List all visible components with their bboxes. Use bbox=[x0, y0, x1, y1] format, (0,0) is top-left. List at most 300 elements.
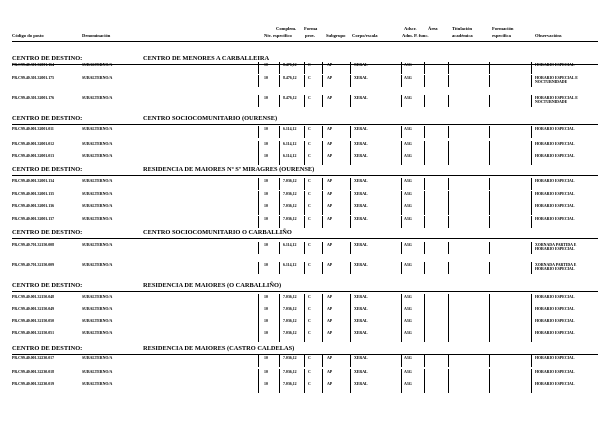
cell-subgrupo: AP bbox=[327, 192, 333, 196]
table-row bbox=[0, 178, 615, 190]
cell-forma: C bbox=[308, 154, 311, 158]
table-row bbox=[0, 318, 615, 330]
cell-forma: C bbox=[308, 76, 311, 80]
cell-observacions: HORARIO ESPECIAL bbox=[535, 319, 575, 323]
cell-adscricion: A3G bbox=[404, 192, 412, 196]
cell-observacions: HORARIO ESPECIAL bbox=[535, 382, 575, 386]
cell-complemento: 7.036,12 bbox=[283, 356, 297, 360]
cell-observacions: HORARIO ESPECIAL bbox=[535, 179, 575, 183]
cell-complemento: 6.114,12 bbox=[283, 127, 297, 131]
column-separator bbox=[322, 330, 323, 342]
table-row bbox=[0, 75, 615, 87]
header-divider bbox=[12, 41, 598, 42]
cell-nivel: 10 bbox=[264, 96, 268, 100]
cell-adscricion: A3G bbox=[404, 356, 412, 360]
column-separator bbox=[489, 318, 490, 330]
cell-complemento: 8.476,12 bbox=[283, 63, 297, 67]
cell-complemento: 7.036,12 bbox=[283, 179, 297, 183]
table-row bbox=[0, 95, 615, 107]
cell-denominacion: SUBALTERNO/A bbox=[82, 217, 113, 221]
table-row bbox=[0, 141, 615, 153]
column-separator bbox=[350, 126, 351, 138]
column-separator bbox=[258, 95, 259, 107]
cell-adscricion: A3G bbox=[404, 307, 412, 311]
cell-subgrupo: AP bbox=[327, 96, 333, 100]
column-separator bbox=[304, 216, 305, 228]
cell-codigo: PR.C99.40.001.32001.137 bbox=[12, 217, 55, 221]
column-separator bbox=[531, 318, 532, 330]
cell-observacions: HORARIO ESPECIAL bbox=[535, 204, 575, 208]
cell-observacions: HORARIO ESPECIAL bbox=[535, 127, 575, 131]
cell-corpo: XERAL bbox=[354, 63, 368, 67]
cell-subgrupo: AP bbox=[327, 217, 333, 221]
column-separator bbox=[322, 369, 323, 381]
header-formacion: Formación bbox=[492, 26, 514, 31]
cell-corpo: XERAL bbox=[354, 192, 368, 196]
column-separator bbox=[322, 126, 323, 138]
header-corpo: Corpo/escala bbox=[352, 33, 378, 38]
column-separator bbox=[279, 191, 280, 203]
column-separator bbox=[424, 95, 425, 107]
column-separator bbox=[350, 381, 351, 393]
column-separator bbox=[489, 178, 490, 190]
column-separator bbox=[448, 262, 449, 274]
cell-observacions: HORARIO ESPECIAL bbox=[535, 295, 575, 299]
cell-codigo: PR.C99.40.301.32001.175 bbox=[12, 76, 55, 80]
cell-nivel: 10 bbox=[264, 204, 268, 208]
cell-complemento: 6.114,12 bbox=[283, 263, 297, 267]
column-separator bbox=[350, 330, 351, 342]
column-separator bbox=[489, 95, 490, 107]
column-separator bbox=[304, 178, 305, 190]
column-separator bbox=[350, 75, 351, 87]
column-separator bbox=[424, 141, 425, 153]
column-separator bbox=[322, 318, 323, 330]
column-separator bbox=[258, 306, 259, 318]
column-separator bbox=[448, 126, 449, 138]
cell-denominacion: SUBALTERNO/A bbox=[82, 243, 113, 247]
section-divider bbox=[12, 175, 598, 176]
header-codigo: Código do posto bbox=[12, 33, 44, 38]
column-separator bbox=[489, 381, 490, 393]
column-separator bbox=[448, 330, 449, 342]
cell-adscricion: A3G bbox=[404, 76, 412, 80]
cell-complemento: 7.036,12 bbox=[283, 295, 297, 299]
cell-codigo: PR.C99.40.001.32230.019 bbox=[12, 382, 55, 386]
table-row bbox=[0, 262, 615, 274]
column-separator bbox=[279, 62, 280, 74]
column-separator bbox=[448, 306, 449, 318]
column-separator bbox=[424, 381, 425, 393]
cell-forma: C bbox=[308, 127, 311, 131]
cell-forma: C bbox=[308, 204, 311, 208]
column-separator bbox=[489, 203, 490, 215]
table-row bbox=[0, 381, 615, 393]
header-adm: Adm. P. func. bbox=[402, 33, 429, 38]
cell-observacions: XORNADA PARTIDA E HORARIO ESPECIAL bbox=[535, 263, 577, 272]
section-label: CENTRO DE DESTINO: bbox=[12, 345, 83, 352]
header-area: Área bbox=[428, 26, 438, 31]
section-label: CENTRO DE DESTINO: bbox=[12, 229, 83, 236]
cell-complemento: 7.036,12 bbox=[283, 307, 297, 311]
cell-codigo: PR.C99.40.301.32001.164 bbox=[12, 63, 55, 67]
column-separator bbox=[489, 355, 490, 367]
column-separator bbox=[401, 216, 402, 228]
cell-complemento: 7.036,12 bbox=[283, 217, 297, 221]
column-separator bbox=[401, 126, 402, 138]
cell-denominacion: SUBALTERNO/A bbox=[82, 192, 113, 196]
cell-codigo: PR.C99.40.701.32150.008 bbox=[12, 243, 55, 247]
cell-denominacion: SUBALTERNO/A bbox=[82, 331, 113, 335]
column-separator bbox=[448, 242, 449, 254]
column-separator bbox=[424, 75, 425, 87]
cell-codigo: PR.C99.40.001.32150.049 bbox=[12, 307, 55, 311]
column-separator bbox=[401, 191, 402, 203]
cell-denominacion: SUBALTERNO/A bbox=[82, 63, 113, 67]
column-separator bbox=[350, 306, 351, 318]
column-separator bbox=[401, 153, 402, 165]
cell-subgrupo: AP bbox=[327, 370, 333, 374]
cell-subgrupo: AP bbox=[327, 142, 333, 146]
column-separator bbox=[350, 242, 351, 254]
section-title: CENTRO DE MENORES A CARBALLEIRA bbox=[143, 55, 270, 62]
column-separator bbox=[531, 126, 532, 138]
column-separator bbox=[531, 62, 532, 74]
column-separator bbox=[322, 191, 323, 203]
header-academica: académica bbox=[452, 33, 473, 38]
column-separator bbox=[531, 294, 532, 306]
column-separator bbox=[401, 178, 402, 190]
column-separator bbox=[489, 62, 490, 74]
column-separator bbox=[401, 95, 402, 107]
column-separator bbox=[258, 178, 259, 190]
column-separator bbox=[448, 141, 449, 153]
section-label: CENTRO DE DESTINO: bbox=[12, 55, 83, 62]
column-separator bbox=[279, 330, 280, 342]
cell-corpo: XERAL bbox=[354, 243, 368, 247]
column-separator bbox=[304, 262, 305, 274]
column-separator bbox=[322, 95, 323, 107]
cell-denominacion: SUBALTERNO/A bbox=[82, 127, 113, 131]
column-separator bbox=[279, 75, 280, 87]
table-row bbox=[0, 355, 615, 367]
cell-codigo: PR.C99.40.001.32001.011 bbox=[12, 127, 54, 131]
column-separator bbox=[424, 203, 425, 215]
column-separator bbox=[258, 330, 259, 342]
column-separator bbox=[350, 191, 351, 203]
column-separator bbox=[448, 294, 449, 306]
cell-denominacion: SUBALTERNO/A bbox=[82, 263, 113, 267]
cell-denominacion: SUBALTERNO/A bbox=[82, 356, 113, 360]
cell-forma: C bbox=[308, 217, 311, 221]
column-separator bbox=[258, 355, 259, 367]
column-separator bbox=[322, 75, 323, 87]
column-separator bbox=[322, 306, 323, 318]
cell-subgrupo: AP bbox=[327, 204, 333, 208]
column-separator bbox=[401, 242, 402, 254]
column-separator bbox=[531, 141, 532, 153]
column-separator bbox=[279, 355, 280, 367]
column-separator bbox=[304, 95, 305, 107]
table-row bbox=[0, 153, 615, 165]
cell-observacions: HORARIO ESPECIAL bbox=[535, 307, 575, 311]
column-separator bbox=[322, 216, 323, 228]
cell-nivel: 10 bbox=[264, 179, 268, 183]
cell-codigo: PR.C99.40.701.32150.009 bbox=[12, 263, 55, 267]
table-row bbox=[0, 216, 615, 228]
cell-complemento: 8.476,12 bbox=[283, 76, 297, 80]
cell-subgrupo: AP bbox=[327, 179, 333, 183]
column-separator bbox=[448, 381, 449, 393]
cell-complemento: 8.476,12 bbox=[283, 96, 297, 100]
table-row bbox=[0, 62, 615, 74]
column-separator bbox=[489, 126, 490, 138]
cell-observacions: HORARIO ESPECIAL bbox=[535, 63, 575, 67]
cell-nivel: 10 bbox=[264, 142, 268, 146]
cell-subgrupo: AP bbox=[327, 63, 333, 67]
header-prov: prov. bbox=[305, 33, 315, 38]
column-separator bbox=[448, 355, 449, 367]
cell-adscricion: A3G bbox=[404, 204, 412, 208]
cell-forma: C bbox=[308, 96, 311, 100]
cell-corpo: XERAL bbox=[354, 307, 368, 311]
column-separator bbox=[322, 242, 323, 254]
cell-adscricion: A3G bbox=[404, 263, 412, 267]
column-separator bbox=[258, 216, 259, 228]
column-separator bbox=[350, 178, 351, 190]
cell-nivel: 10 bbox=[264, 127, 268, 131]
cell-nivel: 10 bbox=[264, 319, 268, 323]
column-separator bbox=[531, 330, 532, 342]
header-especifica: específica bbox=[492, 33, 511, 38]
cell-corpo: XERAL bbox=[354, 295, 368, 299]
cell-forma: C bbox=[308, 331, 311, 335]
column-separator bbox=[448, 153, 449, 165]
cell-corpo: XERAL bbox=[354, 127, 368, 131]
header-complem: Complem. bbox=[276, 26, 297, 31]
column-separator bbox=[258, 62, 259, 74]
column-separator bbox=[401, 62, 402, 74]
column-separator bbox=[401, 369, 402, 381]
cell-observacions: HORARIO ESPECIAL bbox=[535, 217, 575, 221]
cell-corpo: XERAL bbox=[354, 331, 368, 335]
column-separator bbox=[489, 141, 490, 153]
column-separator bbox=[322, 294, 323, 306]
cell-observacions: HORARIO ESPECIAL bbox=[535, 154, 575, 158]
column-separator bbox=[350, 203, 351, 215]
column-separator bbox=[531, 306, 532, 318]
column-separator bbox=[279, 141, 280, 153]
column-separator bbox=[258, 294, 259, 306]
column-separator bbox=[448, 178, 449, 190]
column-separator bbox=[304, 126, 305, 138]
column-separator bbox=[401, 141, 402, 153]
column-separator bbox=[258, 191, 259, 203]
section-title: RESIDENCIA DE MAIORES (O CARBALLIÑO) bbox=[143, 282, 282, 289]
section-divider bbox=[12, 291, 598, 292]
cell-nivel: 10 bbox=[264, 217, 268, 221]
table-row bbox=[0, 306, 615, 318]
column-separator bbox=[279, 262, 280, 274]
cell-corpo: XERAL bbox=[354, 382, 368, 386]
cell-nivel: 10 bbox=[264, 307, 268, 311]
column-separator bbox=[448, 191, 449, 203]
section-label: CENTRO DE DESTINO: bbox=[12, 282, 83, 289]
cell-denominacion: SUBALTERNO/A bbox=[82, 142, 113, 146]
header-titulacion: Titulación bbox=[452, 26, 473, 31]
column-separator bbox=[258, 242, 259, 254]
cell-subgrupo: AP bbox=[327, 307, 333, 311]
cell-denominacion: SUBALTERNO/A bbox=[82, 154, 113, 158]
column-separator bbox=[322, 178, 323, 190]
column-separator bbox=[424, 216, 425, 228]
column-separator bbox=[279, 216, 280, 228]
table-row bbox=[0, 369, 615, 381]
column-separator bbox=[322, 153, 323, 165]
cell-observacions: HORARIO ESPECIAL bbox=[535, 331, 575, 335]
cell-denominacion: SUBALTERNO/A bbox=[82, 370, 113, 374]
header-forma: Forma bbox=[304, 26, 318, 31]
cell-corpo: XERAL bbox=[354, 217, 368, 221]
column-separator bbox=[279, 178, 280, 190]
section-title: RESIDENCIA DE MAIORES (CASTRO CALDELAS) bbox=[143, 345, 295, 352]
column-separator bbox=[279, 318, 280, 330]
cell-corpo: XERAL bbox=[354, 263, 368, 267]
cell-adscricion: A3G bbox=[404, 96, 412, 100]
column-separator bbox=[448, 318, 449, 330]
column-separator bbox=[489, 369, 490, 381]
table-row bbox=[0, 294, 615, 306]
cell-complemento: 7.036,12 bbox=[283, 331, 297, 335]
column-separator bbox=[350, 153, 351, 165]
cell-adscricion: A3G bbox=[404, 243, 412, 247]
cell-corpo: XERAL bbox=[354, 154, 368, 158]
column-separator bbox=[304, 369, 305, 381]
cell-nivel: 10 bbox=[264, 295, 268, 299]
column-separator bbox=[448, 203, 449, 215]
column-separator bbox=[258, 126, 259, 138]
cell-adscricion: A3G bbox=[404, 63, 412, 67]
cell-subgrupo: AP bbox=[327, 154, 333, 158]
column-separator bbox=[531, 178, 532, 190]
column-separator bbox=[424, 355, 425, 367]
column-separator bbox=[304, 141, 305, 153]
cell-corpo: XERAL bbox=[354, 96, 368, 100]
column-separator bbox=[279, 294, 280, 306]
cell-observacions: HORARIO ESPECIAL E NOCTURNIDADE bbox=[535, 96, 578, 105]
cell-nivel: 10 bbox=[264, 370, 268, 374]
column-separator bbox=[448, 95, 449, 107]
column-separator bbox=[448, 75, 449, 87]
column-separator bbox=[424, 62, 425, 74]
cell-denominacion: SUBALTERNO/A bbox=[82, 319, 113, 323]
cell-observacions: HORARIO ESPECIAL bbox=[535, 192, 575, 196]
column-separator bbox=[279, 242, 280, 254]
cell-nivel: 10 bbox=[264, 382, 268, 386]
cell-subgrupo: AP bbox=[327, 295, 333, 299]
column-separator bbox=[401, 306, 402, 318]
cell-codigo: PR.C99.40.001.32001.135 bbox=[12, 192, 55, 196]
column-separator bbox=[350, 216, 351, 228]
column-separator bbox=[401, 203, 402, 215]
cell-nivel: 10 bbox=[264, 263, 268, 267]
cell-codigo: PR.C99.40.001.32001.136 bbox=[12, 204, 55, 208]
cell-codigo: PR.C99.40.001.32001.013 bbox=[12, 154, 55, 158]
section-title: CENTRO SOCIOCOMUNITARIO O CARBALLIÑO bbox=[143, 229, 292, 236]
column-separator bbox=[448, 216, 449, 228]
cell-forma: C bbox=[308, 295, 311, 299]
cell-adscricion: A3G bbox=[404, 127, 412, 131]
column-separator bbox=[424, 294, 425, 306]
cell-forma: C bbox=[308, 142, 311, 146]
column-separator bbox=[401, 262, 402, 274]
cell-denominacion: SUBALTERNO/A bbox=[82, 382, 113, 386]
cell-codigo: PR.C99.40.001.32001.012 bbox=[12, 142, 55, 146]
cell-denominacion: SUBALTERNO/A bbox=[82, 179, 113, 183]
column-separator bbox=[401, 330, 402, 342]
column-separator bbox=[279, 306, 280, 318]
cell-codigo: PR.C99.40.301.32001.176 bbox=[12, 96, 55, 100]
column-separator bbox=[304, 355, 305, 367]
cell-subgrupo: AP bbox=[327, 382, 333, 386]
column-separator bbox=[258, 203, 259, 215]
cell-adscricion: A3G bbox=[404, 295, 412, 299]
table-row bbox=[0, 126, 615, 138]
cell-complemento: 6.114,12 bbox=[283, 243, 297, 247]
cell-codigo: PR.C99.40.001.32001.134 bbox=[12, 179, 55, 183]
column-separator bbox=[489, 153, 490, 165]
column-separator bbox=[401, 355, 402, 367]
column-separator bbox=[304, 381, 305, 393]
column-separator bbox=[489, 242, 490, 254]
column-separator bbox=[304, 242, 305, 254]
column-separator bbox=[304, 318, 305, 330]
cell-denominacion: SUBALTERNO/A bbox=[82, 76, 113, 80]
column-separator bbox=[489, 330, 490, 342]
column-separator bbox=[279, 203, 280, 215]
cell-adscricion: A3G bbox=[404, 179, 412, 183]
cell-observacions: HORARIO ESPECIAL E NOCTURNIDADE bbox=[535, 76, 578, 85]
column-separator bbox=[258, 141, 259, 153]
column-separator bbox=[531, 381, 532, 393]
cell-nivel: 10 bbox=[264, 243, 268, 247]
cell-subgrupo: AP bbox=[327, 356, 333, 360]
cell-codigo: PR.C99.40.001.32150.050 bbox=[12, 319, 55, 323]
cell-forma: C bbox=[308, 63, 311, 67]
cell-codigo: PR.C99.40.001.32230.018 bbox=[12, 370, 55, 374]
cell-adscricion: A3G bbox=[404, 142, 412, 146]
column-separator bbox=[322, 355, 323, 367]
cell-subgrupo: AP bbox=[327, 263, 333, 267]
column-separator bbox=[322, 262, 323, 274]
cell-observacions: HORARIO ESPECIAL bbox=[535, 142, 575, 146]
cell-subgrupo: AP bbox=[327, 319, 333, 323]
column-separator bbox=[531, 203, 532, 215]
cell-subgrupo: AP bbox=[327, 331, 333, 335]
column-separator bbox=[489, 216, 490, 228]
column-separator bbox=[322, 203, 323, 215]
column-separator bbox=[531, 75, 532, 87]
column-separator bbox=[424, 178, 425, 190]
cell-subgrupo: AP bbox=[327, 76, 333, 80]
cell-complemento: 7.036,12 bbox=[283, 204, 297, 208]
cell-denominacion: SUBALTERNO/A bbox=[82, 295, 113, 299]
cell-forma: C bbox=[308, 319, 311, 323]
section-title: RESIDENCIA DE MAIORES Nº Sª MIRAGRES (OURENSE) bbox=[143, 166, 315, 173]
column-separator bbox=[258, 381, 259, 393]
column-separator bbox=[350, 62, 351, 74]
cell-corpo: XERAL bbox=[354, 179, 368, 183]
